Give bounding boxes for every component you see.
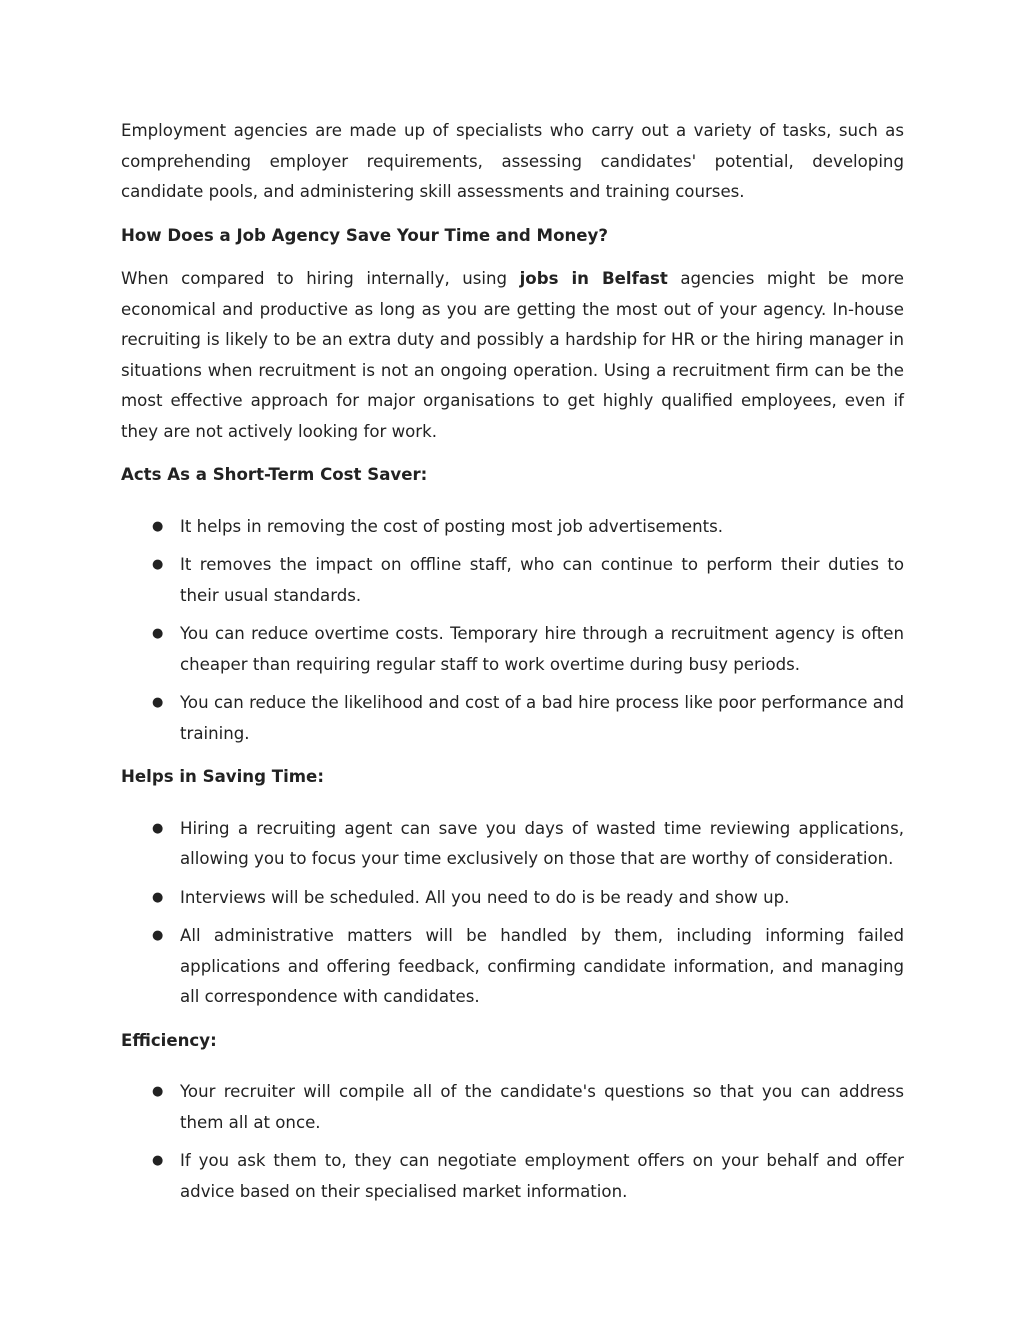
list-item-text: All administrative matters will be handled by them, including informing failed applications and offering feedback, confirming candidate information, and managing all correspondence with candidates. (180, 926, 904, 1006)
list-item (121, 883, 904, 914)
list-item (121, 688, 904, 749)
list-item (121, 1146, 904, 1207)
intro-paragraph: Employment agencies are made up of specialists who carry out a variety of tasks, such as comprehending employer requirements, assessing candidates' potential, developing candidate pools, and administering skill assessments and training courses. (121, 121, 904, 201)
list-item-text: Your recruiter will compile all of the candidate's questions so that you can address them all at once. (180, 1082, 904, 1132)
list-item (121, 814, 904, 875)
section-heading-saving-time: Helps in Saving Time: (121, 767, 324, 786)
bullet-icon: ● (152, 928, 164, 943)
document-page (121, 116, 904, 1220)
section-heading-time-money: How Does a Job Agency Save Your Time and Money? (121, 225, 608, 245)
list-item (121, 550, 904, 611)
list-item-text: Hiring a recruiting agent can save you days of wasted time reviewing applications, allowing you to focus your time exclusively on those that are worthy of consideration. (180, 818, 904, 868)
efficiency-list (121, 1077, 904, 1207)
list-item (121, 619, 904, 680)
list-item (121, 1077, 904, 1138)
bullet-icon: ● (152, 518, 164, 534)
bullet-icon: ● (152, 1084, 164, 1099)
cost-saver-list (121, 512, 904, 750)
jobs-in-belfast-keyword: jobs in Belfast (519, 269, 668, 288)
list-item-text: If you ask them to, they can negotiate employment offers on your behalf and offer advice based on their specialised market information. (180, 1151, 904, 1201)
saving-time-list (121, 814, 904, 1013)
list-item-text: It helps in removing the cost of posting most job advertisements. (180, 516, 724, 536)
list-item-text: Interviews will be scheduled. All you need to do is be ready and show up. (180, 887, 790, 907)
paragraph-text-after: agencies might be more economical and productive as long as you are getting the most out of your agency. In-house recruiting is likely to be an extra duty and possibly a hardship for HR or the hiring manager in situations when recruitment is not an ongoing operation. Using a recruitment firm can be the most effective approach for major organisations to get highly qualified employees, even if they are not actively looking for work. (121, 269, 904, 441)
bullet-icon: ● (152, 1153, 164, 1168)
list-item (121, 512, 904, 543)
list-item-text: You can reduce overtime costs. Temporary hire through a recruitment agency is often cheaper than requiring regular staff to work overtime during busy periods. (180, 624, 904, 674)
section-paragraph-time-money (121, 264, 904, 447)
bullet-icon: ● (152, 820, 164, 836)
bullet-icon: ● (152, 695, 164, 710)
bullet-icon: ● (152, 889, 164, 905)
bullet-icon: ● (152, 557, 164, 572)
list-item-text: You can reduce the likelihood and cost of a bad hire process like poor performance and training. (180, 693, 904, 743)
list-item-text: It removes the impact on offline staff, who can continue to perform their duties to their usual standards. (180, 555, 904, 605)
bullet-icon: ● (152, 626, 164, 641)
paragraph-text-before: When compared to hiring internally, using (121, 269, 520, 288)
section-heading-cost-saver: Acts As a Short-Term Cost Saver: (121, 465, 428, 484)
section-heading-efficiency: Efficiency: (121, 1030, 217, 1050)
list-item (121, 921, 904, 1013)
